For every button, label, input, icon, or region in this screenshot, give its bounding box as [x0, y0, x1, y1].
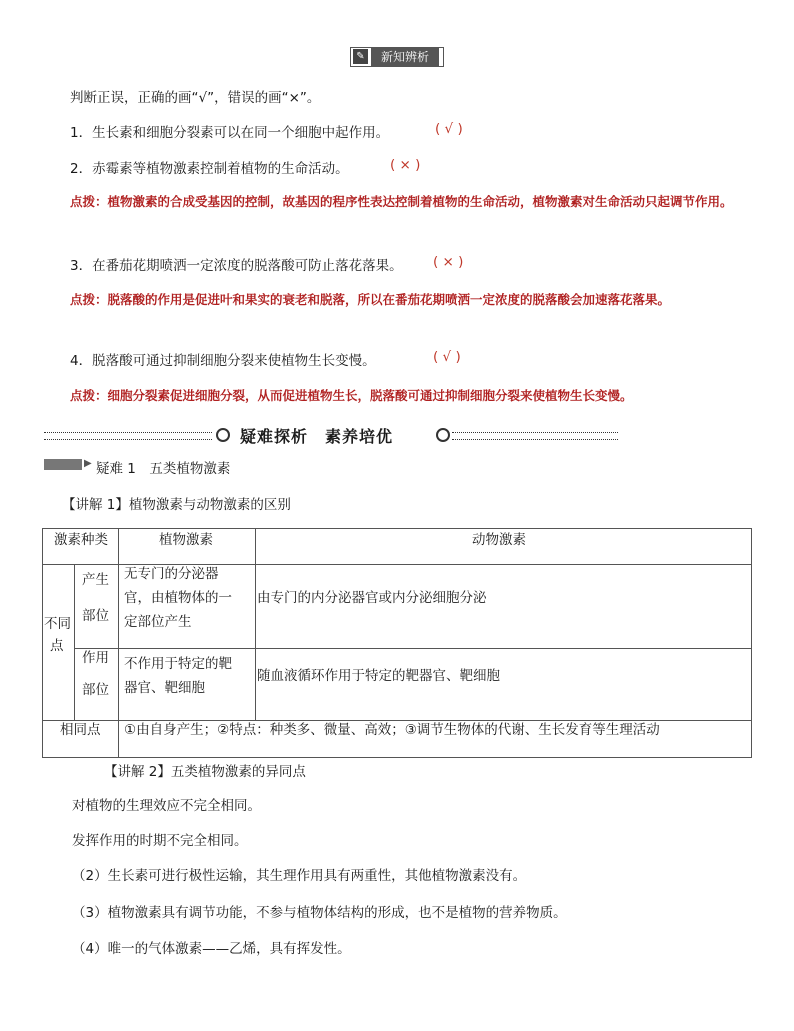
header-type: 激素种类 [54, 532, 108, 548]
same-text: ①由自身产生；②特点：种类多、微量、高效；③调节生物体的代谢、生长发育等生理活动 [124, 722, 660, 738]
answer-mark-3: ( × ) [433, 254, 464, 270]
hint-3: 点拨：脱落酸的作用是促进叶和果实的衰老和脱落，所以在番茄花期喷洒一定浓度的脱落酸会加速落花落果。 [70, 292, 671, 307]
badge-label: 新知辨析 [371, 48, 439, 66]
same-label: 相同点 [60, 722, 101, 738]
lecture-1-heading: 【讲解 1】植物激素与动物激素的区别 [62, 497, 291, 513]
act-label-line-2: 部位 [82, 682, 109, 698]
question-2: 2．赤霉素等植物激素控制着植物的生命活动。 [70, 161, 349, 177]
act-animal-text: 随血液循环作用于特定的靶器官、靶细胞 [257, 668, 500, 684]
hint-2: 点拨：植物激素的合成受基因的控制，故基因的程序性表达控制着植物的生命活动，植物激素对生命活动只起调节作用。 [70, 194, 733, 209]
act-label-line-1: 作用 [82, 650, 109, 666]
prod-plant-line-1: 无专门的分泌器 [124, 566, 219, 582]
question-1: 1．生长素和细胞分裂素可以在同一个细胞中起作用。 [70, 125, 390, 141]
prod-plant-line-2: 官，由植物体的一 [124, 590, 232, 606]
banner-rule-left [44, 432, 212, 440]
hormone-comparison-table [42, 528, 752, 758]
banner-dot-left-icon [216, 428, 230, 442]
answer-mark-2: ( × ) [390, 157, 421, 173]
diff-label-line-1: 不同 [44, 616, 71, 632]
question-3: 3．在番茄花期喷洒一定浓度的脱落酸可防止落花落果。 [70, 258, 403, 274]
prod-label-line-1: 产生 [82, 572, 109, 588]
banner-dot-right-icon [436, 428, 450, 442]
banner-rule-right [452, 432, 618, 440]
prod-animal-text: 由专门的内分泌器官或内分泌细胞分泌 [257, 590, 487, 606]
section-badge [350, 47, 444, 67]
chevron-right-icon: ▶ [84, 458, 92, 469]
prod-label-line-2: 部位 [82, 608, 109, 624]
point-2: 发挥作用的时期不完全相同。 [72, 833, 248, 849]
question-4: 4．脱落酸可通过抑制细胞分裂来使植物生长变慢。 [70, 353, 376, 369]
point-5: （4）唯一的气体激素——乙烯，具有挥发性。 [72, 941, 351, 957]
pencil-icon: ✎ [353, 49, 368, 64]
point-3: （2）生长素可进行极性运输，其生理作用具有两重性，其他植物激素没有。 [72, 868, 527, 884]
difficulty-tag-block [44, 459, 82, 470]
answer-mark-1: ( √ ) [435, 121, 463, 137]
act-plant-line-1: 不作用于特定的靶 [124, 656, 232, 672]
answer-mark-4: ( √ ) [433, 349, 461, 365]
hint-4: 点拨：细胞分裂素促进细胞分裂，从而促进植物生长，脱落酸可通过抑制细胞分裂来使植物生长变慢。 [70, 388, 633, 403]
prod-plant-line-3: 定部位产生 [124, 614, 192, 630]
point-4: （3）植物激素具有调节功能，不参与植物体结构的形成，也不是植物的营养物质。 [72, 905, 567, 921]
difficulty-heading: 疑难 1 五类植物激素 [96, 461, 231, 477]
header-plant: 植物激素 [159, 532, 213, 548]
header-animal: 动物激素 [472, 532, 526, 548]
section-title: 疑难探析 素养培优 [240, 427, 394, 446]
intro-text: 判断正误，正确的画“√”，错误的画“×”。 [70, 90, 321, 106]
act-plant-line-2: 器官、靶细胞 [124, 680, 205, 696]
diff-label-line-2: 点 [50, 638, 64, 654]
lecture-2-heading: 【讲解 2】五类植物激素的异同点 [104, 764, 306, 780]
point-1: 对植物的生理效应不完全相同。 [72, 798, 261, 814]
